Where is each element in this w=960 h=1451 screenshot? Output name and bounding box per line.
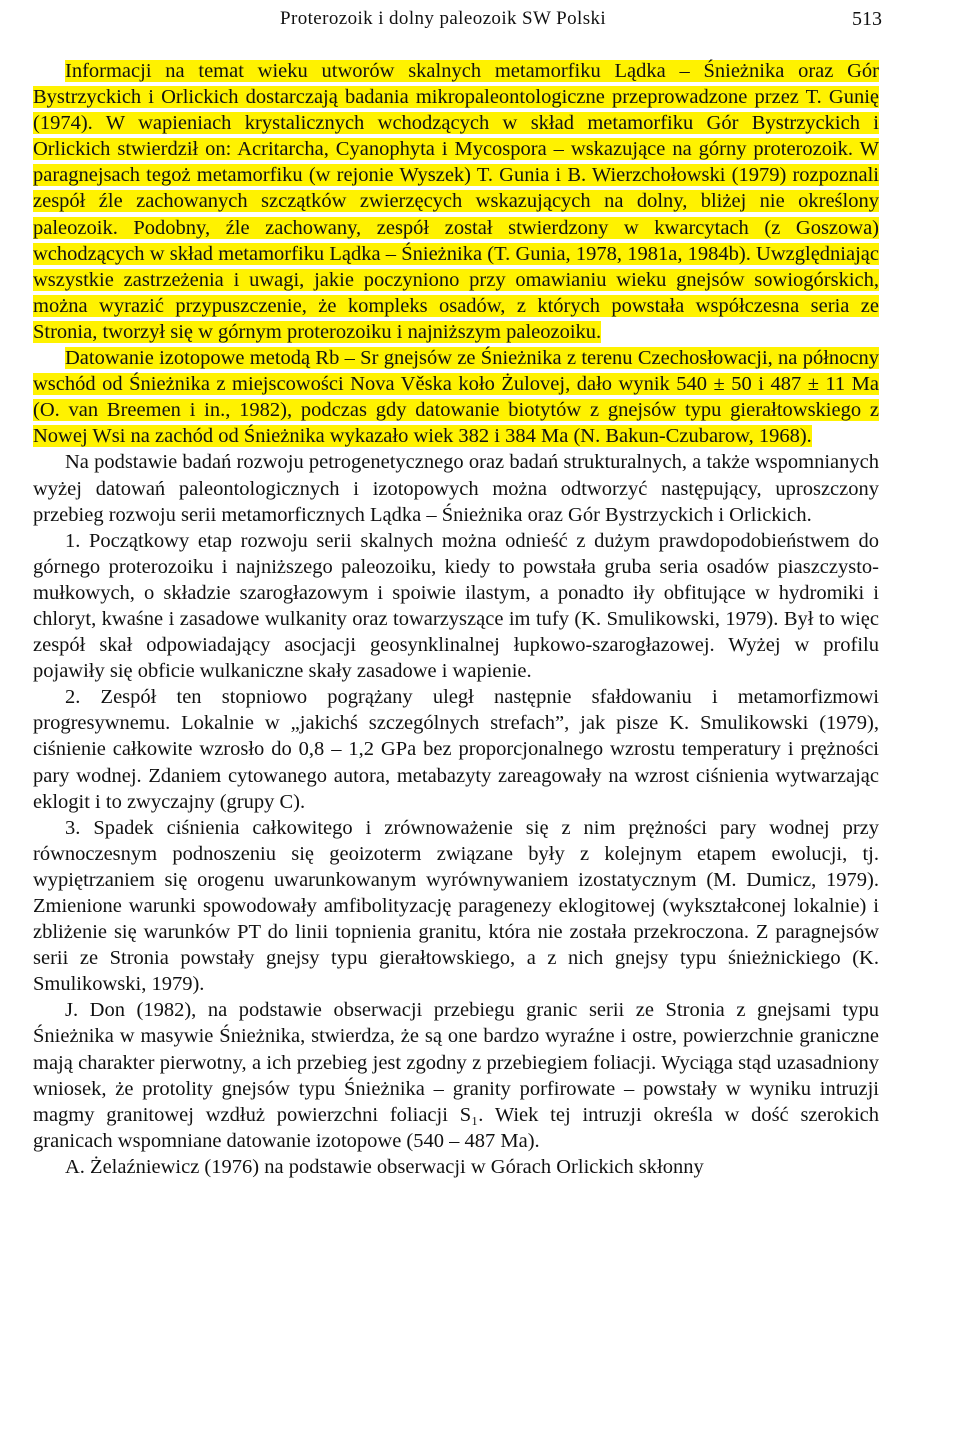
paragraph-6: 3. Spadek ciśnienia całkowitego i zrównoważenie się z nim prężności pary wodnej przy równoczesnym podnoszeniu się geoizoterm związane były z kolejnym etapem ewolucji, tj. wypiętrzaniem się orogenu uwarunkowanym wyrównywaniem izostatycznym (M. Dumicz, 1979). Zmienione warunki spowodowały amfibolityzację paragenezy eklogitowej (wykształconej lokalnie) i zbliżenie się warunków PT do linii topnienia granitu, która nie została przekroczona. Z paragnejsów serii ze Stronia powstały gnejsy typu gierałtowskiego, a z nich gnejsy typu śnieżnickiego (K. Smulikowski, 1979). xyxy=(33,816,879,996)
paragraph-8: A. Żelaźniewicz (1976) na podstawie obserwacji w Górach Orlickich skłonny xyxy=(65,1155,704,1178)
running-title: Proterozoik i dolny paleozoik SW Polski xyxy=(280,8,607,29)
body-text xyxy=(33,58,879,1180)
paragraph-2 xyxy=(33,345,879,449)
page-header xyxy=(0,6,960,36)
page-number: 513 xyxy=(852,8,882,30)
paragraph-3: Na podstawie badań rozwoju petrogenetycznego oraz badań strukturalnych, a także wspomnianych wyżej datowań paleontologicznych i izotopowych można odtworzyć następujący, uproszczony przebieg rozwoju serii metamorficznych Lądka – Śnieżnika oraz Gór Bystrzyckich i Orlickich. xyxy=(33,451,879,526)
paragraph-5: 2. Zespół ten stopniowo pogrążany uległ następnie sfałdowaniu i metamorfizmowi progresywnemu. Lokalnie w „jakichś szczególnych strefach”, jak pisze K. Smulikowski (1979), ciśnienie całkowite wzrosło do 0,8 – 1,2 GPa bez proporcjonalnego wzrostu temperatury i prężności pary wodnej. Zdaniem cytowanego autora, metabazyty zareagowały na wzrost ciśnienia wytwarzając eklogit i to zwyczajny (grupy C). xyxy=(33,686,879,813)
highlighted-text: Datowanie izotopowe metodą Rb – Sr gnejsów ze Śnieżnika z terenu Czechosłowacji, na północny wschód od Śnieżnika z miejscowości Nova Věska koło Żulovej, dało wynik 540 ± 50 i 487 ± 11 Ma (O. van Breemen i in., 1982), podczas gdy datowanie biotytów z gnejsów typu gierałtowskiego z Nowej Wsi na zachód od Śnieżnika wykazało wiek 382 i 384 Ma (N. Bakun-Czubarow, 1968). xyxy=(33,347,879,448)
paragraph-7: J. Don (1982), na podstawie obserwacji przebiegu granic serii ze Stronia z gnejsami typu Śnieżnika w masywie Śnieżnika, stwierdza, że są one bardzo wyraźne i ostre, powierzchnie graniczne mają charakter pierwotny, a ich przebieg jest zgodny z przebiegiem foliacji. Wyciąga stąd uzasadniony wniosek, że protolity gnejsów typu Śnieżnika – granity porfirowate – powstały w wyniku intruzji magmy granitowej wzdłuż powierzchni foliacji S₁. Wiek tej intruzji określa w dość szerokich granicach wspomniane datowanie izotopowe (540 – 487 Ma). xyxy=(33,999,879,1152)
highlighted-text: Informacji na temat wieku utworów skalnych metamorfiku Lądka – Śnieżnika oraz Gór Bystrzyckich i Orlickich dostarczają badania mikropaleontologiczne przeprowadzone przez T. Gunię (1974). W wapieniach krystalicznych wchodzących w skład metamorfiku Gór Bystrzyckich i Orlickich stwierdził on: Acritarcha, Cyanophyta i Mycospora – wskazujące na górny proterozoik. W paragnejsach tegoż metamorfiku (w rejonie Wyszek) T. Gunia i B. Wierzchołowski (1979) rozpoznali zespół źle zachowanych szczątków zwierzęcych wskazujących na dolny, bliżej nie określony paleozoik. Podobny, źle zachowany, zespół został stwierdzony w kwarcytach (z Goszowa) wchodzących w skład metamorfiku Lądka – Śnieżnika (T. Gunia, 1978, 1981a, 1984b). Uwzględniając wszystkie zastrzeżenia i uwagi, jakie poczyniono przy omawianiu wieku gnejsów sowiogórskich, można wyrazić przypuszczenie, że kompleks osadów, z których powstała współczesna seria ze Stronia, tworzył się w górnym proterozoiku i najniższym paleozoiku. xyxy=(33,60,879,343)
paragraph-1 xyxy=(33,58,879,345)
paragraph-4: 1. Początkowy etap rozwoju serii skalnych można odnieść z dużym prawdopodobieństwem do górnego proterozoiku i najniższego paleozoiku, kiedy to powstała gruba seria osadów piaszczysto-mułkowych, o składzie szarogłazowym i spoiwie ilastym, a ponadto iły obfitujące w hydromiki i chloryt, kwaśne i zasadowe wulkanity oraz towarzyszące im tufy (K. Smulikowski, 1979). Był to więc zespół skał odpowiadający asocjacji geosynklinalnej łupkowo-szarogłazowej. Wyżej w profilu pojawiły się obficie wulkaniczne skały zasadowe i wapienie. xyxy=(33,529,879,683)
